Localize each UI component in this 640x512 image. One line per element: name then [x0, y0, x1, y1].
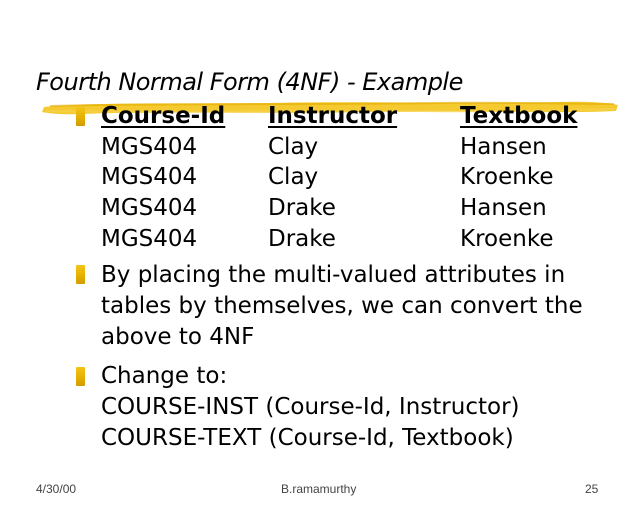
cell-textbook: Hansen — [460, 134, 547, 160]
cell-textbook: Kroenke — [460, 226, 554, 252]
bullet-text-line: COURSE-INST (Course-Id, Instructor) — [101, 394, 520, 420]
bullet-marker-icon — [76, 265, 85, 284]
cell-textbook: Hansen — [460, 195, 547, 221]
cell-course-id: MGS404 — [101, 226, 198, 252]
bullet-text-line: above to 4NF — [101, 324, 255, 350]
cell-course-id: MGS404 — [101, 164, 198, 190]
cell-course-id: MGS404 — [101, 134, 198, 160]
bullet-marker-icon — [76, 367, 85, 386]
bullet-text-line: tables by themselves, we can convert the — [101, 293, 583, 319]
header-textbook: Textbook — [460, 103, 578, 129]
header-instructor: Instructor — [268, 103, 398, 129]
bullet-text-line: Change to: — [101, 363, 228, 389]
footer-author: B.ramamurthy — [281, 482, 357, 496]
bullet-marker-icon — [76, 107, 85, 126]
cell-instructor: Drake — [268, 195, 336, 221]
bullet-text-line: COURSE-TEXT (Course-Id, Textbook) — [101, 425, 514, 451]
footer-page-number: 25 — [585, 482, 599, 496]
cell-instructor: Drake — [268, 226, 336, 252]
cell-instructor: Clay — [268, 134, 319, 160]
bullet-text-line: By placing the multi-valued attributes in — [101, 262, 566, 288]
cell-course-id: MGS404 — [101, 195, 198, 221]
cell-textbook: Kroenke — [460, 164, 554, 190]
header-course-id: Course-Id — [101, 103, 226, 129]
cell-instructor: Clay — [268, 164, 319, 190]
footer-date: 4/30/00 — [36, 482, 77, 496]
slide-title: Fourth Normal Form (4NF) - Example — [36, 68, 463, 96]
